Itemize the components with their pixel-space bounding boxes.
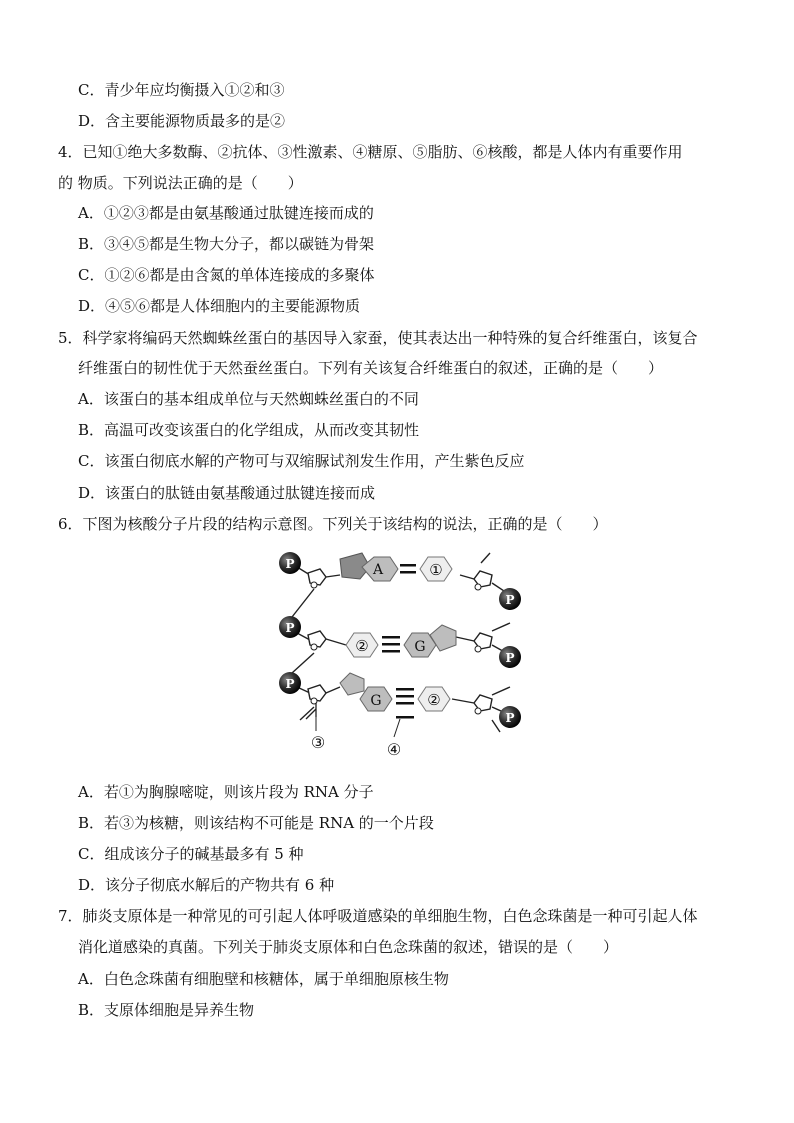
hbond-row1 [400,564,416,574]
q6-option-d: D．该分子彻底水解后的产物共有 6 种 [78,876,335,894]
q3-option-c: C．青少年应均衡摄入①②和③ [78,81,285,99]
q6-option-a: A．若①为胸腺嘧啶，则该片段为 RNA 分子 [78,783,374,801]
base-g-label-1: G [414,639,426,655]
base-guanine-1 [404,625,456,657]
label-2a: ② [355,637,369,655]
base-unknown-2a [346,633,378,657]
q4-option-b: B．③④⑤都是生物大分子，都以碳链为骨架 [78,235,375,253]
svg-text:P: P [505,711,515,725]
q6-option-b: B．若③为核糖，则该结构不可能是 RNA 的一个片段 [78,814,434,832]
q5-option-a: A．该蛋白的基本组成单位与天然蜘蛛丝蛋白的不同 [78,390,419,408]
svg-text:P: P [285,557,295,571]
q6-stem: 6．下图为核酸分子片段的结构示意图。下列关于该结构的说法，正确的是（ ） [58,515,608,533]
hbond-row3 [396,688,414,719]
q4-stem: 4．已知①绝大多数酶、②抗体、③性激素、④糖原、⑤脂肪、⑥核酸，都是人体内有重要作用 [58,143,683,161]
svg-text:P: P [285,677,295,691]
left-sugars [308,569,326,701]
base-unknown-1 [420,557,452,581]
q5-option-d: D．该蛋白的肽链由氨基酸通过肽键连接而成 [78,484,376,502]
svg-text:P: P [285,621,295,635]
svg-text:P: P [505,593,515,607]
phosphates-right [499,588,521,728]
q7-option-b: B．支原体细胞是异养生物 [78,1001,255,1019]
q7-option-a: A．白色念珠菌有细胞壁和核糖体，属于单细胞原核生物 [78,970,449,988]
q4-option-d: D．④⑤⑥都是人体细胞内的主要能源物质 [78,297,361,315]
label-4: ④ [386,740,402,759]
q5-option-b: B．高温可改变该蛋白的化学组成，从而改变其韧性 [78,421,420,439]
phosphates-left [279,552,301,694]
q7-stem-cont: 消化道感染的真菌。下列关于肺炎支原体和白色念珠菌的叙述，错误的是（ ） [78,938,619,956]
base-unknown-2b [418,687,450,711]
q4-stem-cont: 的 物质。下列说法正确的是（ ） [58,174,303,192]
base-g-label-2: G [370,693,382,709]
label-1: ① [429,561,443,579]
base-a-label: A [372,562,384,578]
base-guanine-2 [340,673,392,711]
q5-stem: 5．科学家将编码天然蜘蛛丝蛋白的基因导入家蚕，使其表达出一种特殊的复合纤维蛋白，该复合 [58,329,698,347]
q6-option-c: C．组成该分子的碱基最多有 5 种 [78,845,304,863]
q4-option-a: A．①②③都是由氨基酸通过肽键连接而成的 [78,204,374,222]
label-2b: ② [427,691,441,709]
base-adenine [340,553,398,581]
q7-stem: 7．肺炎支原体是一种常见的可引起人体呼吸道感染的单细胞生物，白色念珠菌是一种可引起人体 [58,907,698,925]
q5-option-c: C．该蛋白彻底水解的产物可与双缩脲试剂发生作用，产生紫色反应 [78,452,525,470]
q3-option-d: D．含主要能源物质最多的是② [78,112,286,130]
svg-text:P: P [505,651,515,665]
nucleic-acid-diagram [270,545,530,760]
label-3: ③ [310,733,326,752]
hbond-row2 [382,636,400,653]
q4-option-c: C．①②⑥都是由含氮的单体连接成的多聚体 [78,266,375,284]
q5-stem-cont: 纤维蛋白的韧性优于天然蚕丝蛋白。下列有关该复合纤维蛋白的叙述，正确的是（ ） [78,359,664,377]
right-sugars [474,571,492,711]
